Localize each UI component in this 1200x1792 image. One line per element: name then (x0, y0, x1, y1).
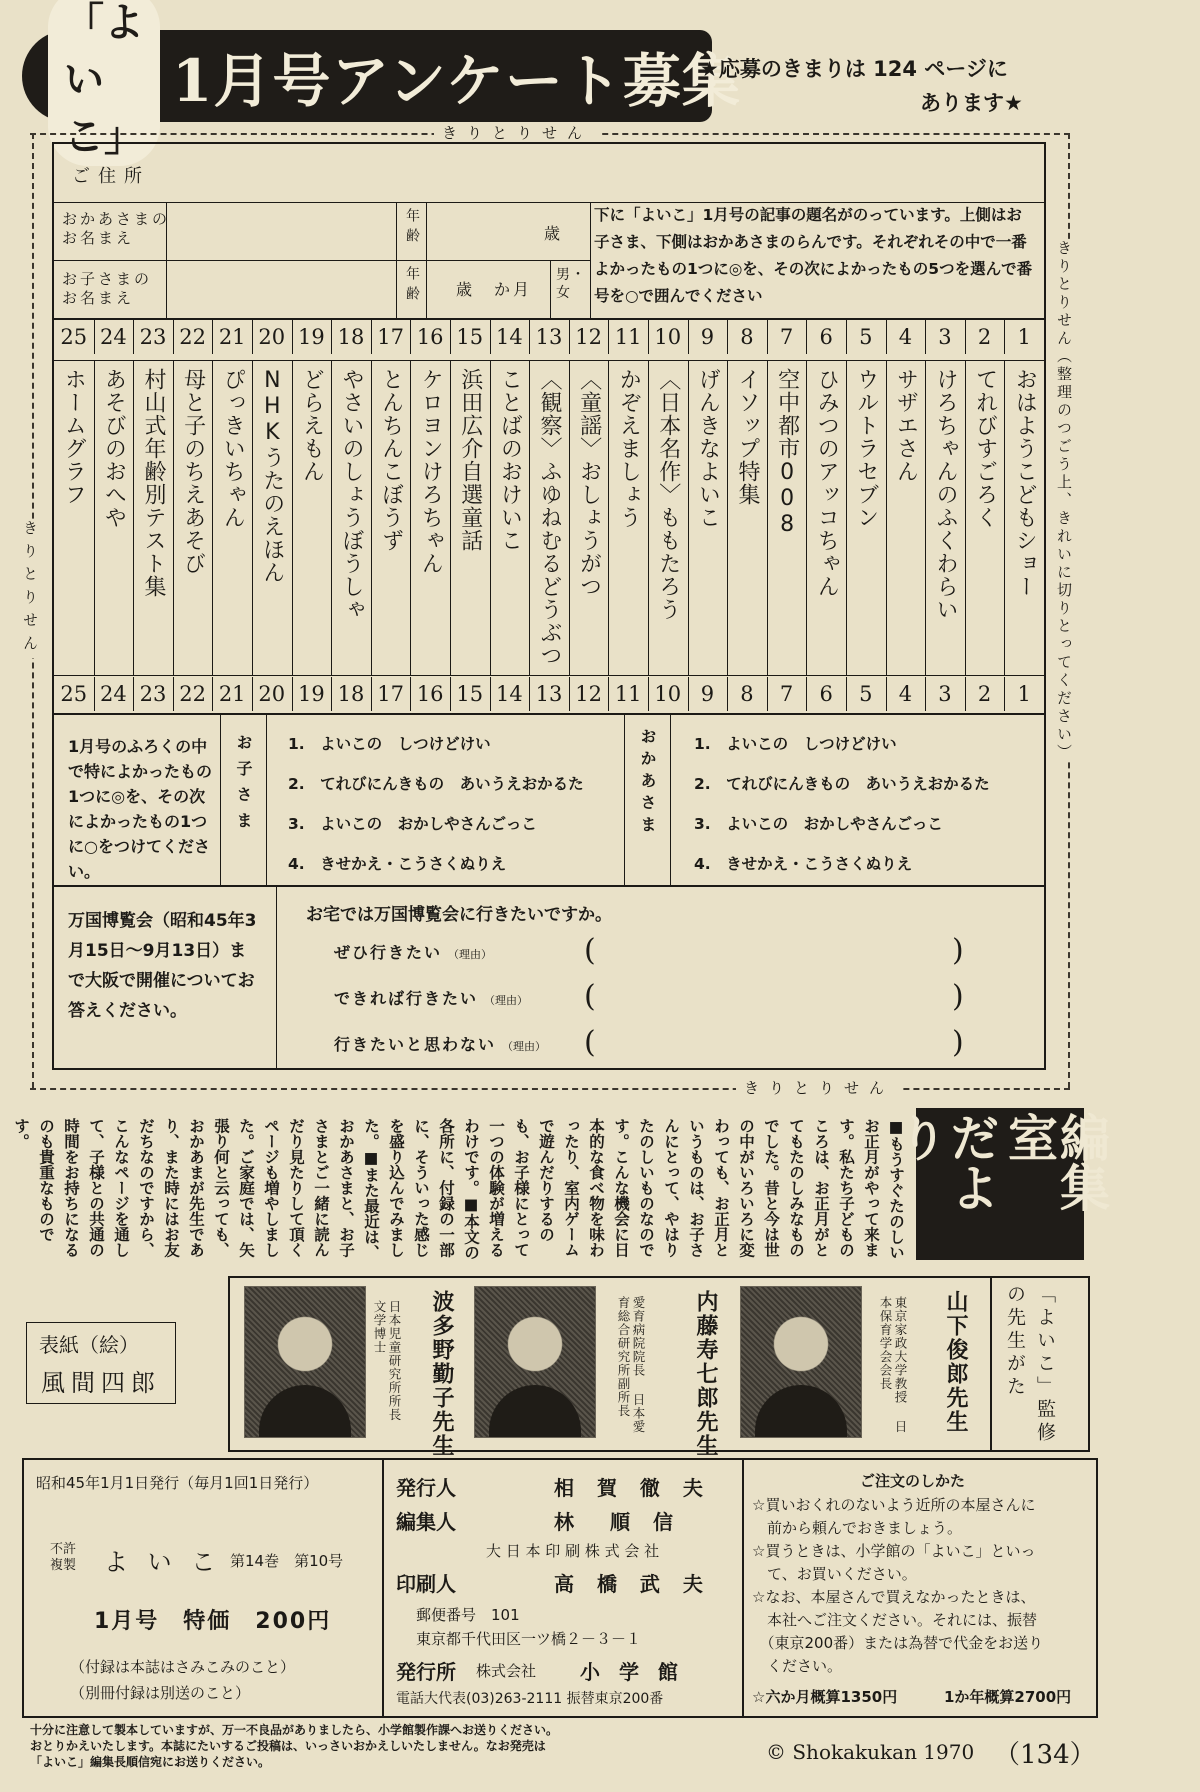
article-number-top-9: 9 (700, 325, 715, 349)
number-divider (173, 320, 174, 354)
number-divider (450, 677, 451, 711)
publisher-name: 相 賀 徹 夫 (554, 1476, 711, 1500)
furoku-mother-option-1: 1. よいこの しつけどけい (694, 735, 897, 753)
article-number-top-16: 16 (416, 325, 444, 349)
footer-notice-line: 十分に注意して製本していますが、万一不良品がありましたら、小学館製作課へお送りください。 (30, 1723, 559, 1737)
article-number-bottom-9: 9 (700, 682, 715, 706)
furoku-child-label: お子さま (234, 734, 253, 838)
supervisor-3-name: 波多野勤子先生 (429, 1290, 454, 1458)
child-age-unit: 歳 か月 (456, 280, 533, 299)
reason-paren-open: ( (584, 933, 596, 968)
volume-number: 第14巻 第10号 (230, 1552, 344, 1570)
article-column-9 (688, 360, 728, 675)
number-divider (133, 677, 134, 711)
expo-option-3: 行きたいと思わない （理由） (334, 1035, 547, 1054)
article-number-bottom-20: 20 (258, 682, 286, 706)
article-number-bottom-18: 18 (337, 682, 365, 706)
article-column-8 (727, 360, 767, 675)
article-column-1 (1004, 360, 1044, 675)
order-line: て、お買いください。 (752, 1565, 917, 1583)
postal-code: 郵便番号 101 (416, 1606, 520, 1624)
article-number-bottom-15: 15 (456, 682, 484, 706)
article-title: 空中都市008 (774, 368, 800, 538)
article-column-3 (925, 360, 965, 675)
article-number-top-18: 18 (337, 325, 365, 349)
form-rule (54, 260, 590, 261)
article-number-bottom-10: 10 (654, 682, 682, 706)
mother-name-label: おかあさまの お名まえ (62, 210, 171, 247)
number-divider (648, 320, 649, 354)
cut-label-top: きりとりせん (434, 122, 600, 143)
article-number-bottom-7: 7 (779, 682, 794, 706)
number-divider (886, 677, 887, 711)
office-phone: 電話大代表(03)263-2111 振替東京200番 (396, 1691, 664, 1707)
office-label: 発行所 (396, 1660, 456, 1684)
article-column-13 (529, 360, 569, 675)
editor-label: 編集人 (396, 1510, 456, 1534)
cover-credit (26, 1322, 176, 1404)
form-rule (266, 713, 267, 885)
child-age-label: 年齢 (404, 266, 420, 306)
number-divider (490, 320, 491, 354)
article-number-bottom-3: 3 (938, 682, 952, 706)
article-number-top-5: 5 (859, 325, 873, 349)
article-number-bottom-1: 1 (1017, 682, 1031, 706)
header-note-line1: ★応募のきまりは 124 ページに (700, 57, 1008, 81)
number-divider (252, 677, 253, 711)
reason-paren-close: ) (952, 1025, 964, 1060)
supervisor-2-title: 愛育病院院長 日本愛育総合研究所副所長 (616, 1296, 646, 1434)
printer-name: 高 橋 武 夫 (554, 1572, 711, 1596)
number-divider (133, 320, 134, 354)
supervisor-photo-1 (740, 1286, 862, 1438)
article-column-11 (608, 360, 648, 675)
article-column-6 (806, 360, 846, 675)
printer-company: 大 日 本 印 刷 株 式 会 社 (486, 1542, 660, 1560)
supervisor-2-name: 内藤寿七郎先生 (693, 1290, 718, 1458)
article-number-bottom-24: 24 (100, 682, 127, 706)
article-column-7 (767, 360, 807, 675)
article-number-top-6: 6 (819, 325, 833, 349)
article-number-top-17: 17 (377, 325, 404, 349)
reason-paren-open: ( (584, 1025, 596, 1060)
article-title: けろちゃんのふくわらい (932, 368, 958, 621)
order-line: ☆買うときは、小学館の「よいこ」といっ (752, 1542, 1036, 1560)
number-divider (806, 320, 807, 354)
editorial-text: ■もうすぐたのしいお正月がやって来ます。私たち子どものころは、お正月がとてもたのしみなものでした。昔と今は世の中がいろいろに変わっても、お正月というものは、お子さんにとって、やはりたのしいものなのです。こんな機会に日本的な食べ物を味わったり、室内ゲームで遊んだりするのも、お子様にとって一つの体験が増えるわけです。■本文の各所に、付録の一部に、そういった感じを盛り込んでみました。■また最近は、おかあさまと、お子さまとご一緒に読んだり見たりして頂くページも増やしました。ご家庭では、矢張り何と云っても、おかあまが先生であり、また時にはお友だちなのですから、こんなページを通して、子様との共通の時間をお持ちになるのも貴重なものです。 (12, 1118, 905, 1260)
article-title: 母と子のちえあそび (180, 368, 206, 575)
number-divider (1004, 320, 1005, 354)
article-number-top-25: 25 (60, 325, 88, 349)
article-title: サザエさん (893, 368, 919, 483)
article-number-top-15: 15 (456, 325, 484, 349)
number-divider (1004, 677, 1005, 711)
article-title: ぴっきいちゃん (220, 368, 246, 529)
order-title: ご注文のしかた (860, 1472, 966, 1490)
article-number-top-11: 11 (614, 325, 642, 349)
supervisor-3-title: 日本児童研究所所長 文学博士 (372, 1300, 402, 1422)
article-title: ひみつのアッコちゃん (814, 368, 840, 598)
article-number-bottom-16: 16 (416, 682, 444, 706)
article-column-16 (410, 360, 450, 675)
form-rule (550, 260, 551, 318)
article-column-17 (371, 360, 411, 675)
order-line: 前から頼んでおきましょう。 (752, 1519, 963, 1537)
article-number-top-1: 1 (1017, 325, 1031, 349)
order-line: ☆なお、本屋さんで買えなかったときは、 (752, 1588, 1036, 1606)
article-number-top-2: 2 (977, 325, 992, 349)
article-title: NHKうたのえほん (259, 368, 285, 584)
form-rule (670, 713, 671, 885)
article-title: おはようこどもショー (1012, 368, 1038, 598)
number-divider (727, 320, 728, 354)
number-divider (410, 320, 411, 354)
issue-price: 1月号 特価 200円 (94, 1609, 332, 1634)
article-column-5 (846, 360, 886, 675)
article-title: ウルトラセブン (853, 368, 879, 529)
number-divider (608, 677, 609, 711)
article-number-bottom-22: 22 (179, 682, 206, 706)
editorial-title-1: 編集室 (1000, 1112, 1110, 1212)
form-rule (54, 885, 1044, 887)
child-name-label: お子さまの お名まえ (62, 270, 153, 307)
article-column-23 (133, 360, 173, 675)
supervisors-heading: 「よいこ」監修の先生がた (1004, 1284, 1056, 1445)
reason-paren-open: ( (584, 979, 596, 1014)
article-title: 浜田広介自選童話 (457, 368, 483, 552)
number-divider (806, 677, 807, 711)
supervisor-photo-2 (474, 1286, 596, 1438)
reason-paren-close: ) (952, 933, 964, 968)
number-divider (569, 677, 570, 711)
furoku-child-option-1: 1. よいこの しつけどけい (288, 735, 491, 753)
article-title: げんきなよいこ (695, 368, 721, 529)
article-column-10 (648, 360, 688, 675)
article-column-20 (252, 360, 292, 675)
article-number-row-child (54, 320, 1044, 354)
number-divider (292, 320, 293, 354)
number-divider (212, 677, 213, 711)
article-title: どらえもん (299, 368, 325, 483)
printer-label: 印刷人 (396, 1572, 456, 1596)
publisher-label: 発行人 (396, 1476, 456, 1500)
magazine-name-pill: 「よいこ」 (48, 0, 160, 166)
pub-divider (382, 1460, 384, 1716)
order-instructions (752, 1494, 1043, 1678)
article-column-21 (212, 360, 252, 675)
supervisor-photo-3 (244, 1286, 366, 1438)
article-number-bottom-21: 21 (218, 682, 246, 706)
article-title: とんちんこぼうず (378, 368, 404, 552)
article-number-bottom-23: 23 (139, 682, 167, 706)
number-divider (94, 677, 95, 711)
article-number-bottom-13: 13 (535, 682, 563, 706)
number-divider (410, 677, 411, 711)
order-line: ☆買いおくれのないよう近所の本屋さんに (752, 1496, 1036, 1514)
article-number-top-3: 3 (938, 325, 952, 349)
header-note (700, 52, 1023, 120)
article-title: ケロヨンけろちゃん (418, 368, 444, 575)
form-rule (54, 713, 1044, 715)
furoku-note-1: （付録は本誌はさみこみのこと） (70, 1658, 296, 1676)
number-divider (727, 677, 728, 711)
order-line: ください。 (752, 1657, 843, 1675)
cover-artist: 風間四郎 (41, 1369, 161, 1397)
article-number-top-22: 22 (179, 325, 206, 349)
number-divider (767, 320, 768, 354)
supervisor-1-title: 東京家政大学教授 日本保育学会会長 (878, 1296, 908, 1434)
cut-label-right: きりとりせん（整理のつごう上、きれいに切りとってください） (1055, 240, 1073, 762)
article-column-18 (331, 360, 371, 675)
form-rule (426, 202, 427, 318)
form-rule (220, 713, 221, 885)
furoku-mother-option-3: 3. よいこの おかしやさんごっこ (694, 815, 943, 833)
article-column-24 (94, 360, 134, 675)
article-number-bottom-12: 12 (575, 682, 602, 706)
article-title: 村山式年齢別テスト集 (140, 368, 166, 598)
article-number-bottom-6: 6 (819, 682, 833, 706)
article-number-bottom-5: 5 (859, 682, 873, 706)
supervisor-1-name: 山下俊郎先生 (943, 1290, 968, 1434)
address-label: ご住所 (72, 166, 150, 187)
article-title: イソップ特集 (734, 368, 760, 506)
article-number-bottom-11: 11 (614, 682, 642, 706)
article-title: あそびのおへや (101, 368, 127, 529)
article-columns (54, 360, 1044, 675)
furoku-child-option-3: 3. よいこの おかしやさんごっこ (288, 815, 537, 833)
number-divider (688, 677, 689, 711)
no-copy-label: 不許 複製 (50, 1542, 77, 1573)
furoku-mother-label: おかあさま (638, 728, 657, 838)
cover-label: 表紙（絵） (39, 1333, 139, 1357)
form-rule (276, 885, 277, 1068)
office-type: 株式会社 (476, 1662, 537, 1680)
number-divider (173, 677, 174, 711)
number-divider (331, 677, 332, 711)
article-column-22 (173, 360, 213, 675)
subscription-six-months: ☆六か月概算1350円 (752, 1688, 898, 1706)
editor-name: 林 順 信 (554, 1510, 681, 1534)
article-number-top-7: 7 (779, 325, 794, 349)
article-number-top-21: 21 (218, 325, 246, 349)
page-number: （134） (994, 1740, 1096, 1770)
number-divider (886, 320, 887, 354)
number-divider (94, 320, 95, 354)
number-divider (292, 677, 293, 711)
footer-notice-line: おとりかえいたします。本誌にたいするご投稿は、いっさいおかえしいたしません。なお発売は (30, 1739, 546, 1753)
form-rule (624, 713, 625, 885)
article-title: やさいのしょうぼうしゃ (338, 368, 364, 621)
article-number-top-12: 12 (575, 325, 602, 349)
survey-instruction: 下に「よいこ」1月号の記事の題名がのっています。上側はお子さま、下側はおかあさまのらんです。それぞれその中で一番よかったもの1つに◎を、その次によかったもの5つを選んで番号を○で囲んでください (594, 206, 1033, 305)
article-number-bottom-2: 2 (977, 682, 992, 706)
footer-notice (30, 1722, 558, 1770)
number-divider (529, 320, 530, 354)
order-line: （東京200番）または為替で代金をお送り (752, 1634, 1044, 1652)
page-title: 1月号アンケート募集 (172, 47, 741, 115)
mother-age-label: 年齢 (404, 208, 420, 248)
article-number-bottom-8: 8 (740, 682, 754, 706)
publisher-address: 東京都千代田区一ツ橋２－３－１ (416, 1630, 642, 1648)
article-number-top-23: 23 (139, 325, 167, 349)
expo-option-1: ぜひ行きたい （理由） (334, 943, 493, 962)
article-number-top-20: 20 (258, 325, 286, 349)
article-number-row-mother (54, 677, 1044, 711)
article-number-bottom-17: 17 (377, 682, 404, 706)
expo-question: お宅では万国博覧会に行きたいですか。 (306, 905, 612, 925)
article-number-top-19: 19 (298, 325, 325, 349)
issue-date: 昭和45年1月1日発行（毎月1回1日発行） (36, 1474, 319, 1492)
order-line: 本社へご注文ください。それには、振替 (752, 1611, 1038, 1629)
furoku-child-option-4: 4. きせかえ・こうさくぬりえ (288, 855, 507, 873)
number-divider (212, 320, 213, 354)
article-title: てれびすごろく (972, 368, 998, 529)
number-divider (569, 320, 570, 354)
subscription-one-year: 1か年概算2700円 (944, 1688, 1072, 1706)
number-divider (767, 677, 768, 711)
article-number-bottom-25: 25 (60, 682, 88, 706)
number-divider (846, 677, 847, 711)
number-divider (529, 677, 530, 711)
article-column-25 (54, 360, 94, 675)
editorial-title-2: だより (890, 1112, 1000, 1212)
form-rule (590, 202, 591, 318)
article-number-top-24: 24 (100, 325, 127, 349)
gender-label: 男・ 女 (556, 267, 586, 301)
article-column-19 (292, 360, 332, 675)
expo-option-2: できれば行きたい （理由） (334, 989, 529, 1008)
article-column-15 (450, 360, 490, 675)
article-column-4 (886, 360, 926, 675)
number-divider (965, 320, 966, 354)
number-divider (331, 320, 332, 354)
number-divider (688, 320, 689, 354)
number-divider (252, 320, 253, 354)
article-number-top-4: 4 (898, 325, 913, 349)
furoku-mother-option-4: 4. きせかえ・こうさくぬりえ (694, 855, 913, 873)
form-rule (396, 202, 397, 318)
article-number-top-14: 14 (496, 325, 523, 349)
article-number-bottom-19: 19 (298, 682, 325, 706)
cut-line-bottom (30, 1088, 1070, 1090)
article-title: かぞえましょう (616, 368, 642, 529)
article-number-bottom-14: 14 (496, 682, 523, 706)
article-title: 〈日本名作〉ももたろう (655, 368, 681, 621)
copyright: © Shokakukan 1970 (766, 1740, 975, 1764)
furoku-mother-option-2: 2. てれびにんきもの あいうえおかるた (694, 775, 990, 793)
number-divider (371, 320, 372, 354)
article-number-top-10: 10 (654, 325, 682, 349)
mother-age-unit: 歳 (544, 224, 564, 243)
number-divider (648, 677, 649, 711)
article-column-14 (490, 360, 530, 675)
number-divider (925, 320, 926, 354)
number-divider (450, 320, 451, 354)
number-divider (608, 320, 609, 354)
form-rule (54, 675, 1044, 676)
publication-info (22, 1458, 1098, 1718)
article-number-bottom-4: 4 (898, 682, 913, 706)
header-note-line2: あります★ (920, 91, 1023, 115)
survey-form (52, 142, 1046, 1070)
reason-paren-close: ) (952, 979, 964, 1014)
number-divider (490, 677, 491, 711)
number-divider (965, 677, 966, 711)
cut-label-bottom: きりとりせん (736, 1077, 902, 1098)
cut-label-left: きりとりせん (21, 520, 39, 658)
article-title: 〈童謡〉おしょうがつ (576, 368, 602, 598)
article-title: ホームグラフ (61, 368, 87, 506)
supervisors-divider (990, 1276, 992, 1452)
furoku-description: 1月号のふろくの中で特によかったもの1つに◎を、その次によかったもの1つに○をつけてください。 (68, 737, 213, 881)
article-title: ことばのおけいこ (497, 368, 523, 552)
office-name: 小 学 館 (580, 1660, 684, 1684)
furoku-child-option-2: 2. てれびにんきもの あいうえおかるた (288, 775, 584, 793)
footer-notice-line: 「よいこ」編集長順信宛にお送りください。 (30, 1755, 271, 1769)
number-divider (846, 320, 847, 354)
magazine-title: よ い こ (104, 1548, 222, 1576)
article-column-12 (569, 360, 609, 675)
article-column-2 (965, 360, 1005, 675)
number-divider (925, 677, 926, 711)
furoku-note-2: （別冊付録は別送のこと） (70, 1684, 251, 1702)
number-divider (371, 677, 372, 711)
article-number-top-8: 8 (740, 325, 754, 349)
expo-description: 万国博覧会（昭和45年3月15日～9月13日）まで大阪で開催についてお答えください。 (68, 911, 257, 1021)
pub-divider (742, 1460, 744, 1716)
article-title: 〈観察〉ふゆねむるどうぶつ (536, 368, 562, 667)
editorial-heading (890, 1108, 1110, 1260)
article-number-top-13: 13 (535, 325, 563, 349)
